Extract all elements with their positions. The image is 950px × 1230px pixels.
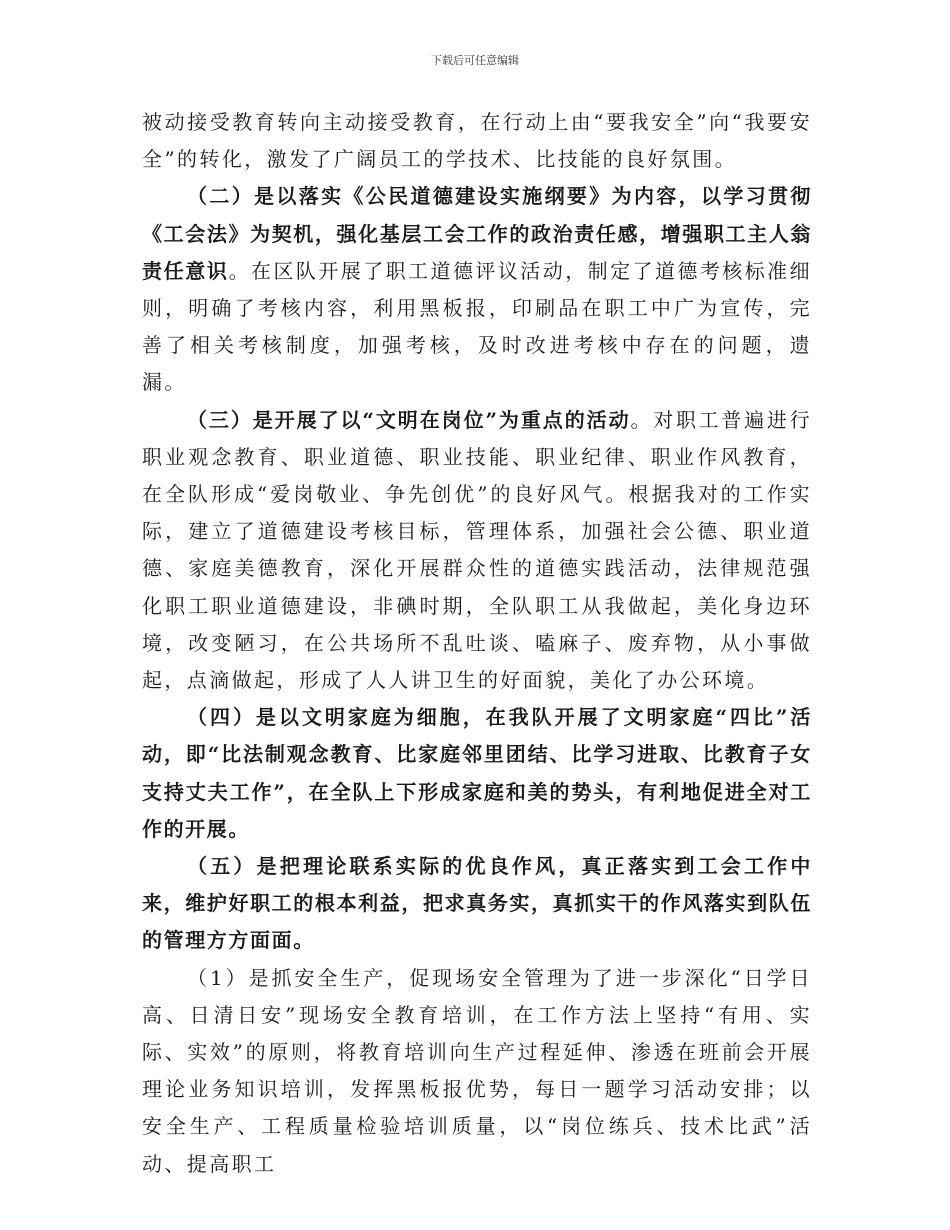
paragraph-5-bold: （五）是把理论联系实际的优良作风，真正落实到工会工作中来，维护好职工的根本利益，把求真务实，真抓实干的作风落实到队伍的管理方方面面。 — [142, 854, 812, 953]
paragraph-3-bold: （三）是开展了以“文明在岗位”为重点的活动 — [187, 407, 631, 432]
paragraph-4-bold: （四）是以文明家庭为细胞，在我队开展了文明家庭“四比”活动，即“比法制观念教育、比家庭邻里团结、比学习进取、比教育子女支持丈夫工作”，在全队上下形成家庭和美的势头，有利地促进全对工作的开展。 — [142, 705, 812, 841]
paragraph-2-text: 。在区队开展了职工道德评议活动，制定了道德考核标准细则，明确了考核内容，利用黑板报，印刷品在职工中广为宣传，完善了相关考核制度，加强考核，及时改进考核中存在的问题，遗漏。 — [142, 258, 813, 395]
paragraph-6 — [142, 960, 812, 1183]
document-body — [142, 104, 812, 1183]
page-header: 下载后可任意编辑 — [431, 54, 519, 67]
paragraph-5 — [142, 848, 812, 960]
paragraph-2 — [142, 178, 812, 401]
paragraph-3-text: 。对职工普遍进行职业观念教育、职业道德、职业技能、职业纪律、职业作风教育，在全队形成“爱岗敬业、争先创优”的良好风气。根据我对的工作实际，建立了道德建设考核目标，管理体系，加强社会公德、职业道德、家庭美德教育，深化开展群众性的道德实践活动，法律规范强化职工职业道德建设，非碘时期，全队职工从我做起，美化身边环境，改变陋习，在公共场所不乱吐谈、嗑麻子、废弃物，从小事做起，点滴做起，形成了人人讲卫生的好面貌，美化了办公环境。 — [142, 407, 812, 693]
paragraph-1 — [142, 104, 812, 178]
paragraph-2-bold: （二）是以落实《公民道德建设实施纲要》为内容，以学习贯彻《工会法》为契机，强化基层工会工作的政治责任感，增强职工主人翁责任意识 — [142, 184, 812, 283]
paragraph-4 — [142, 699, 812, 848]
paragraph-3 — [142, 402, 812, 700]
paragraph-1-text: 被动接受教育转向主动接受教育，在行动上由“要我安全”向“我要安全”的转化，激发了广阔员工的学技术、比技能的良好氛围。 — [142, 110, 812, 172]
paragraph-6-text: （1）是抓安全生产，促现场安全管理为了进一步深化“日学日高、日清日安”现场安全教育培训，在工作方法上坚持“有用、实际、实效”的原则，将教育培训向生产过程延伸、渗透在班前会开展理论业务知识培训，发挥黑板报优势，每日一题学习活动安排；以安全生产、工程质量检验培训质量，以“岗位练兵、技术比武”活动、提高职工 — [142, 965, 812, 1176]
